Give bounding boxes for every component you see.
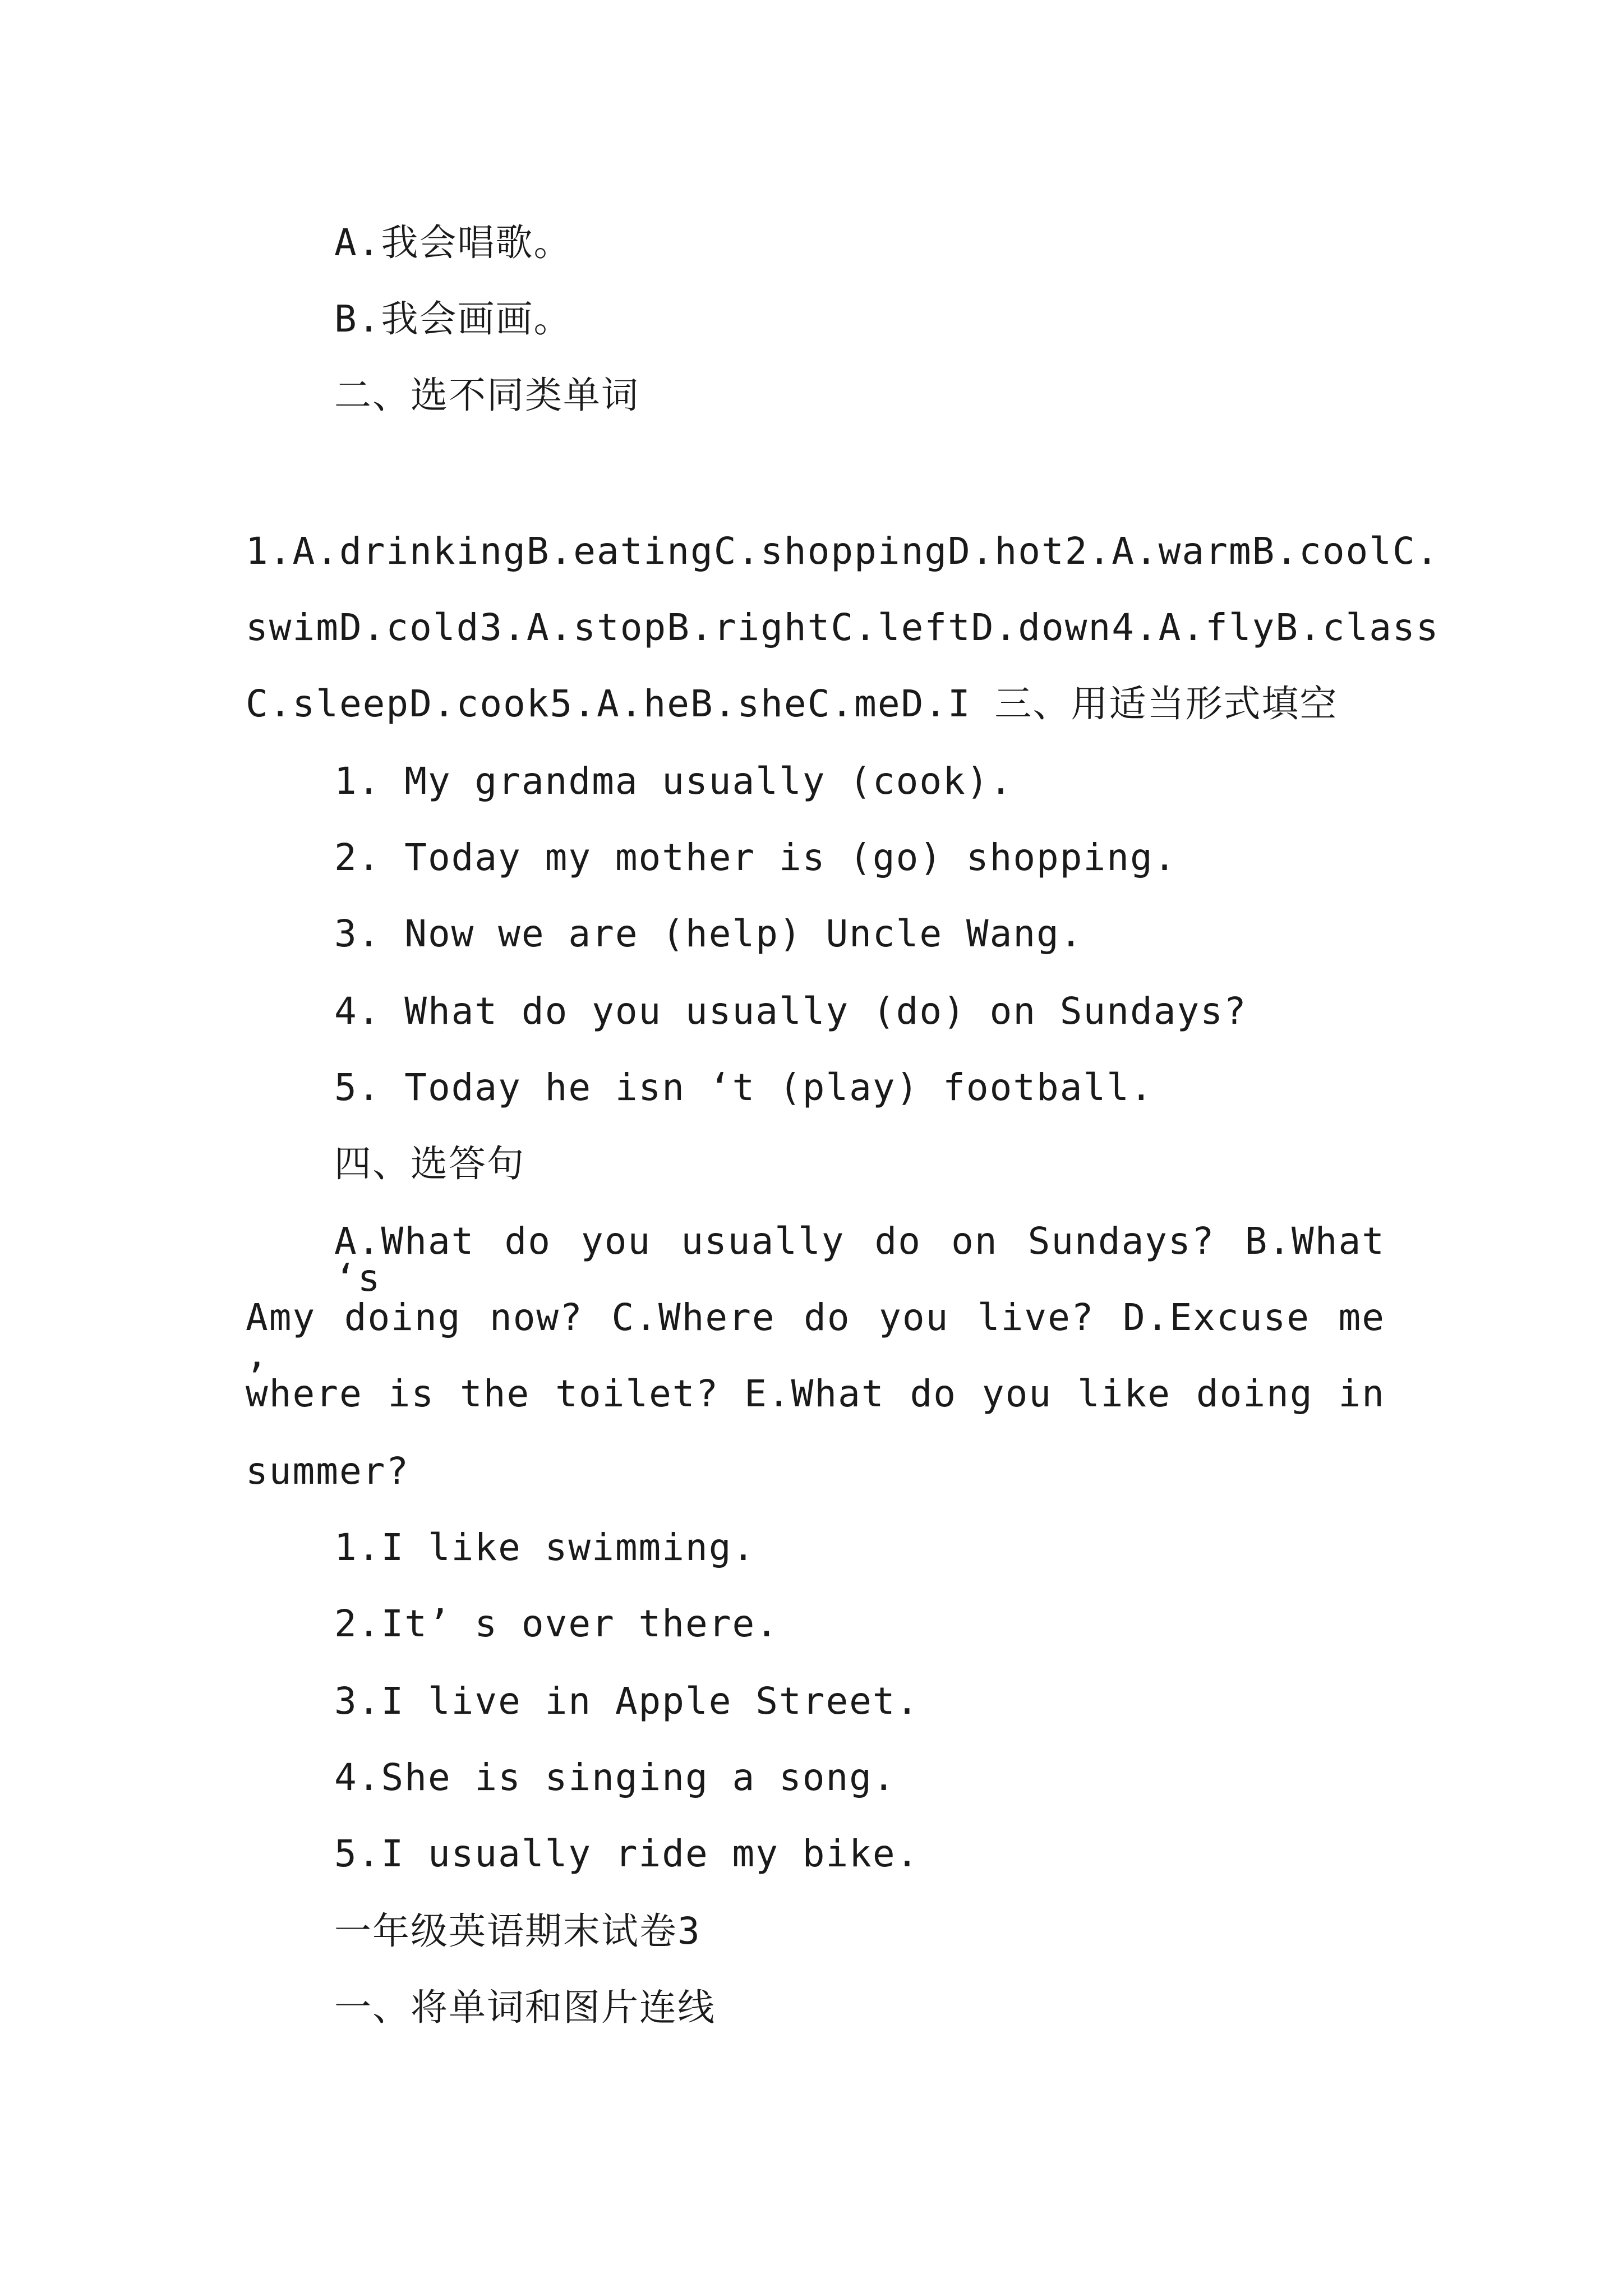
exam-title: 一年级英语期末试卷3 — [334, 1910, 701, 1953]
odd-word-line-2: swimD.cold3.A.stopB.rightC.leftD.down4.A.flyB.class — [246, 606, 1440, 649]
section-heading-choose-answer: 四、选答句 — [334, 1142, 525, 1185]
answer-item-5: 5.I usually ride my bike. — [334, 1832, 920, 1875]
answer-item-3: 3.I live in Apple Street. — [334, 1680, 920, 1723]
fill-blank-item-2: 2. Today my mother is (go) shopping. — [334, 836, 1177, 879]
question-options-line-1: A.What do you usually do on Sundays? B.What ‘s — [334, 1220, 1385, 1300]
answer-item-1: 1.I like swimming. — [334, 1526, 756, 1569]
fill-blank-item-1: 1. My grandma usually (cook). — [334, 760, 1013, 803]
section-heading-match-words: 一、将单词和图片连线 — [334, 1986, 716, 2029]
fill-blank-item-4: 4. What do you usually (do) on Sundays? — [334, 990, 1247, 1033]
question-options-line-4: summer? — [246, 1450, 410, 1493]
section-heading-odd-word-out: 二、选不同类单词 — [334, 374, 639, 417]
fill-blank-item-3: 3. Now we are (help) Uncle Wang. — [334, 912, 1083, 955]
question-options-line-3: where is the toilet? E.What do you like doing in — [246, 1372, 1385, 1415]
odd-word-line-3: C.sleepD.cook5.A.heB.sheC.meD.I 三、用适当形式填空 — [246, 682, 1338, 725]
answer-item-4: 4.She is singing a song. — [334, 1756, 896, 1799]
option-b-draw: B.我会画画。 — [334, 297, 572, 341]
option-a-sing: A.我会唱歌。 — [334, 221, 572, 264]
odd-word-line-1: 1.A.drinkingB.eatingC.shoppingD.hot2.A.warmB.coolC. — [246, 530, 1440, 573]
question-options-line-2: Amy doing now? C.Where do you live? D.Excuse me , — [246, 1296, 1385, 1376]
fill-blank-item-5: 5. Today he isn ‘t (play) football. — [334, 1066, 1154, 1109]
answer-item-2: 2.It’ s over there. — [334, 1602, 779, 1645]
